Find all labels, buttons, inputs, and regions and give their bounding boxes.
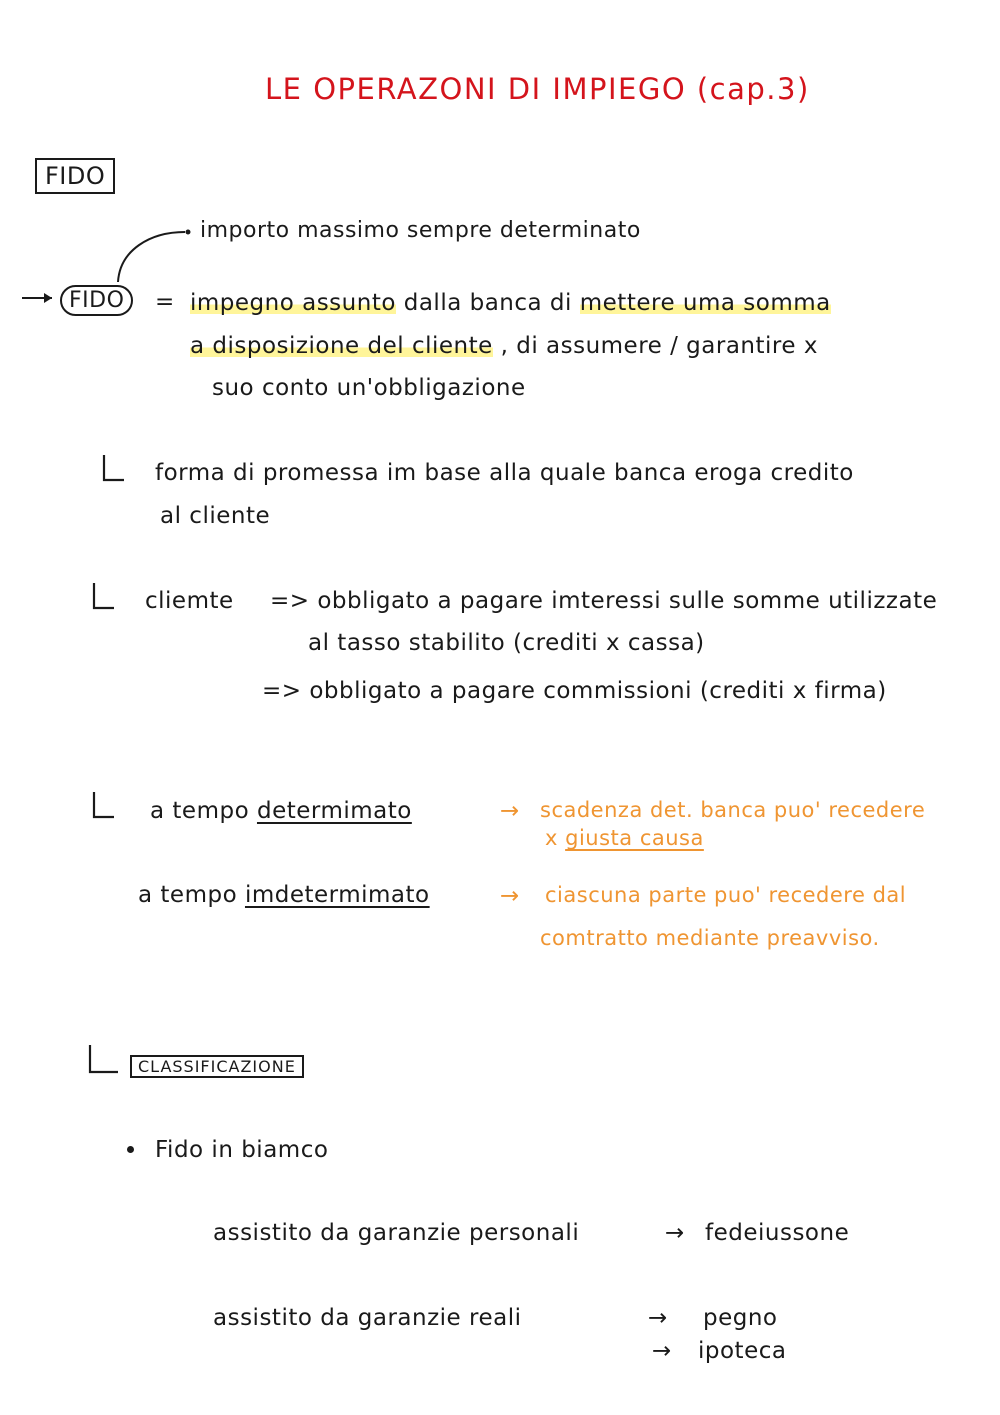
cliente-line-2: al tasso stabilito (crediti x cassa)	[308, 630, 705, 656]
definition-line-2	[190, 333, 818, 359]
tempo-indet-arrow: →	[500, 883, 520, 909]
page-title: LE OPERAZONI DI IMPIEGO (cap.3)	[265, 72, 810, 106]
bullet-fido-in-bianco: Fido in biamco	[155, 1137, 329, 1163]
definition-line-3: suo conto un'obbligazione	[212, 375, 526, 401]
tempo-indet-prefix: a tempo	[138, 882, 238, 908]
tempo-det-note-2-underlined: giusta causa	[565, 826, 704, 850]
garanzie-personali: assistito da garanzie personali	[213, 1220, 580, 1246]
garanzie-personali-arrow: →	[665, 1220, 685, 1246]
forma-line-1: forma di promessa im base alla quale banca eroga credito	[155, 460, 854, 486]
garanzie-reali-result-1: pegno	[703, 1305, 778, 1331]
hook-arrow-2	[94, 583, 114, 608]
hook-arrow-4	[90, 1045, 118, 1072]
garanzie-personali-result: fedeiussone	[705, 1220, 850, 1246]
tempo-indet-word: imdetermimato	[244, 882, 430, 908]
tempo-det-note-1: scadenza det. banca puo' recedere	[540, 798, 926, 822]
hook-arrow-1	[104, 455, 124, 480]
garanzie-reali-arrow-1: →	[648, 1305, 668, 1331]
tempo-det-word: determimato	[256, 798, 412, 824]
definition-line-1	[190, 290, 831, 316]
equals-sign: =	[155, 289, 175, 315]
garanzie-reali: assistito da garanzie reali	[213, 1305, 522, 1331]
tempo-indet-label	[138, 882, 430, 908]
definition-text-2: , di assumere / garantire x	[500, 333, 818, 359]
fido-cloud: FIDO	[60, 285, 133, 316]
garanzie-reali-arrow-2: →	[652, 1338, 672, 1364]
tempo-det-note-2	[545, 826, 704, 850]
garanzie-reali-result-2: ipoteca	[698, 1338, 787, 1364]
tempo-indet-note-1: ciascuna parte puo' recedere dal	[545, 883, 907, 907]
tempo-det-label	[150, 798, 412, 824]
arrow-head	[44, 293, 52, 303]
definition-highlight-2: mettere uma somma	[579, 290, 831, 316]
tempo-det-prefix: a tempo	[150, 798, 250, 824]
section-box-fido: FIDO	[35, 158, 115, 194]
tempo-det-arrow: →	[500, 798, 520, 824]
definition-text-1: dalla banca di	[403, 290, 572, 316]
connector-curve	[118, 232, 185, 282]
definition-highlight-3: a disposizione del cliente	[190, 333, 493, 359]
definition-highlight-1: impegno assunto	[190, 290, 396, 316]
hook-arrow-3	[94, 792, 114, 817]
bullet-dot	[127, 1146, 134, 1153]
forma-line-2: al cliente	[160, 503, 271, 529]
cliente-line-1: => obbligato a pagare imteressi sulle somme utilizzate	[270, 588, 938, 614]
cliente-label: cliemte	[145, 588, 234, 614]
fido-note: importo massimo sempre determinato	[200, 218, 641, 243]
classificazione-box: CLASSIFICAZIONE	[130, 1055, 304, 1078]
arrow-dot	[186, 230, 191, 235]
cliente-line-3: => obbligato a pagare commissioni (crediti x firma)	[262, 678, 887, 704]
tempo-det-note-2-prefix: x	[545, 826, 558, 850]
tempo-indet-note-2: comtratto mediante preavviso.	[540, 926, 880, 950]
